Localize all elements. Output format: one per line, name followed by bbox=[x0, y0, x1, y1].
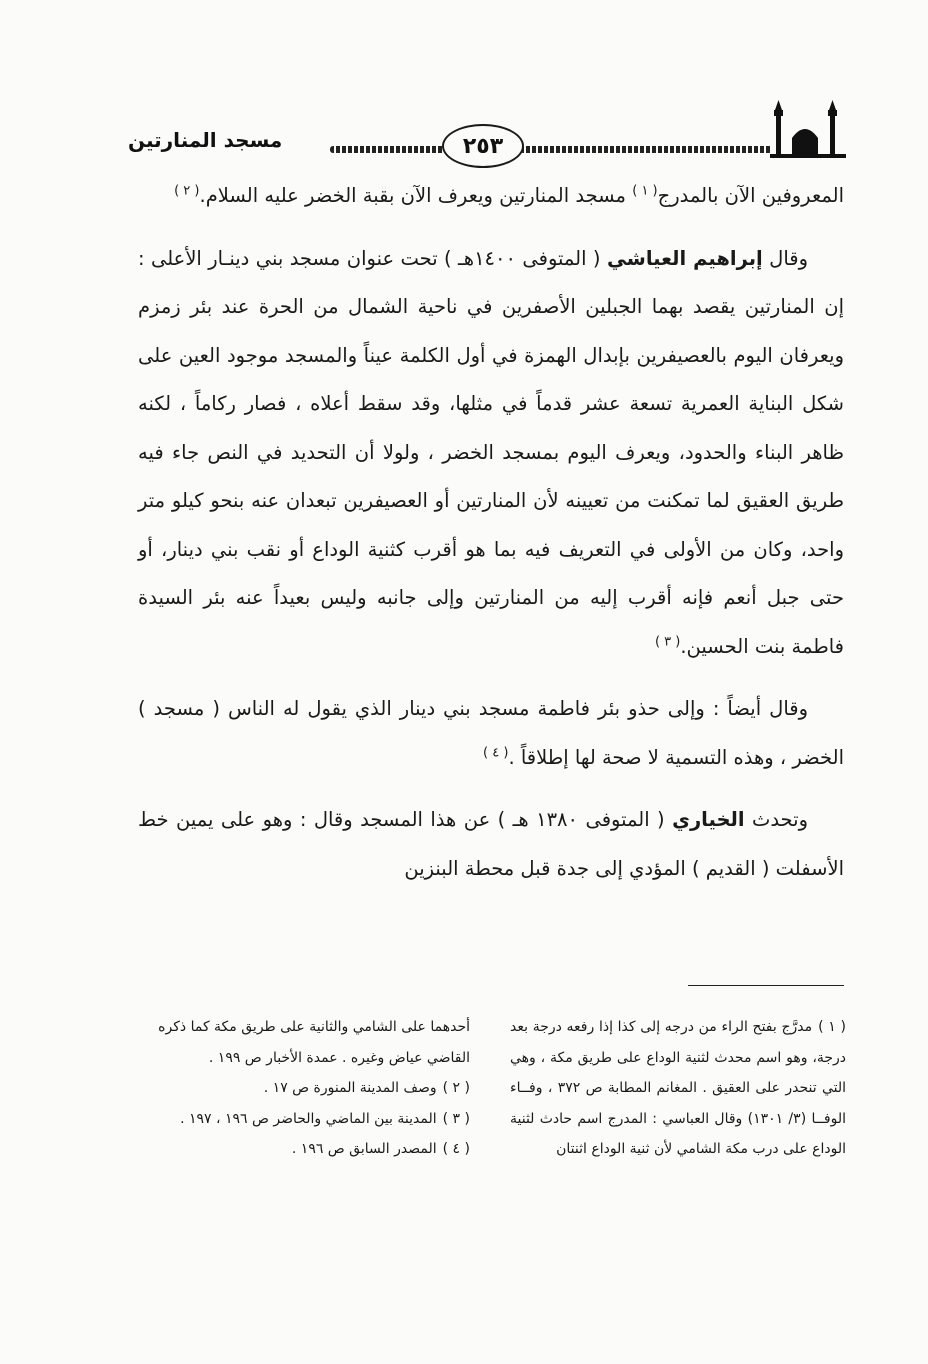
footnote-ref-2: ( ٢ ) bbox=[174, 183, 200, 199]
minaret-ornament-icon bbox=[770, 96, 850, 160]
footnote-2-number: ( ٢ ) bbox=[442, 1080, 470, 1096]
p2-text-a: وقال bbox=[762, 246, 808, 270]
header-rule-right bbox=[520, 146, 772, 153]
footnote-4 bbox=[134, 1134, 470, 1165]
footnote-3 bbox=[134, 1104, 470, 1135]
p1-text-a: المعروفين الآن بالمدرج bbox=[657, 184, 844, 207]
p2-author-name: إبراهيم العياشي bbox=[606, 246, 763, 270]
p1-text-b: مسجد المنارتين ويعرف الآن بقبة الخضر عليه السلام. bbox=[199, 184, 633, 207]
p4-author-name: الخياري bbox=[672, 808, 745, 831]
footnote-1-number: ( ١ ) bbox=[818, 1019, 846, 1035]
main-text bbox=[138, 172, 844, 907]
footnote-ref-3: ( ٣ ) bbox=[654, 634, 681, 649]
footnote-2-text: وصف المدينة المنورة ص ١٧ . bbox=[263, 1080, 437, 1096]
footnote-column-1 bbox=[510, 1012, 846, 1165]
footnote-2 bbox=[134, 1073, 470, 1104]
p4-text-a: وتحدث bbox=[744, 808, 808, 831]
footnote-ref-4: ( ٤ ) bbox=[483, 745, 509, 760]
footnote-4-text: المصدر السابق ص ١٩٦ . bbox=[291, 1141, 437, 1157]
footnote-3-text: المدينة بين الماضي والحاضر ص ١٩٦ ، ١٩٧ . bbox=[180, 1110, 437, 1127]
paragraph-4 bbox=[138, 796, 844, 893]
p2-text-b: ( المتوفى ١٤٠٠هـ ) تحت عنوان مسجد بني دينـار الأعلى : إن المنارتين يقصد بهما الجبلين الأصفرين في ناحية الشمال من الحرة عند بئر زمزم ويعرفان اليوم بالعصيفرين بإبدال الهمزة في أول الكلمة عيناً والمسجد موجود العين على شكل البناية العمرية تسعة عشر قدماً في مثلها، وقد سقط أعلاه ، فصار ركاماً ، لكنه ظاهر البناء والحدود، ويعرف اليوم بمسجد الخضر ، ولولا أن التحديد في النص جاء فيه طريق العقيق لما تمكنت من تعيينه لأن المنارتين أو العصيفرين تبعدان عنه بنحو كيلو متر واحد، وكان من الأولى في التعريف فيه بما هو أقرب كثنية الوداع أو نقب بني دينار، أو حتى جبل أنعم فإنه أقرب إليه من المنارتين وإلى جانبه وليس بعيداً عنه بئر السيدة فاطمة بنت الحسين. bbox=[138, 246, 844, 658]
footnote-separator bbox=[688, 985, 844, 986]
p4-text-b: ( المتوفى ١٣٨٠ هـ ) عن هذا المسجد وقال : وهو على يمين خط الأسفلت ( القديم ) المؤدي إلى جدة قبل محطة البنزين bbox=[138, 808, 844, 880]
footnote-column-2 bbox=[134, 1012, 470, 1165]
footnote-1-continued: أحدهما على الشامي والثانية على طريق مكة كما ذكره القاضي عياض وغيره . عمدة الأخبار ص ١٩٩ . bbox=[158, 1019, 470, 1066]
footnote-3-number: ( ٣ ) bbox=[442, 1110, 470, 1127]
footnote-1-text: مدرَّج بفتح الراء من درجه إلى كذا إذا رفعه درجة بعد درجة، وهو اسم محدث لثنية الوداع على طريق مكة ، وهي التي تنحدر على العقيق . المغانم المطابة ص ٣٧٢ ، وفــاء الوفــا (٣/ ١٣٠١) وقال العباسي : المدرج اسم حادث لثنية الوداع على درب مكة الشامي لأن ثنية الوداع اثنتان bbox=[510, 1019, 846, 1157]
p3-text: وقال أيضاً : وإلى حذو بئر فاطمة مسجد بني دينار الذي يقول له الناس ( مسجد ) الخضر ، وهذه التسمية لا صحة لها إطلاقاً . bbox=[138, 697, 844, 769]
footnote-4-number: ( ٤ ) bbox=[442, 1141, 470, 1157]
paragraph-2 bbox=[138, 235, 844, 672]
header-rule-left bbox=[330, 146, 448, 153]
footnote-ref-1: ( ١ ) bbox=[632, 183, 658, 199]
page-number: ٢٥٣ bbox=[442, 124, 524, 168]
paragraph-3 bbox=[138, 685, 844, 782]
footnote-1 bbox=[510, 1012, 846, 1165]
running-title: مسجد المنارتين bbox=[128, 128, 283, 152]
footnotes bbox=[134, 1012, 846, 1165]
paragraph-1 bbox=[138, 172, 844, 221]
